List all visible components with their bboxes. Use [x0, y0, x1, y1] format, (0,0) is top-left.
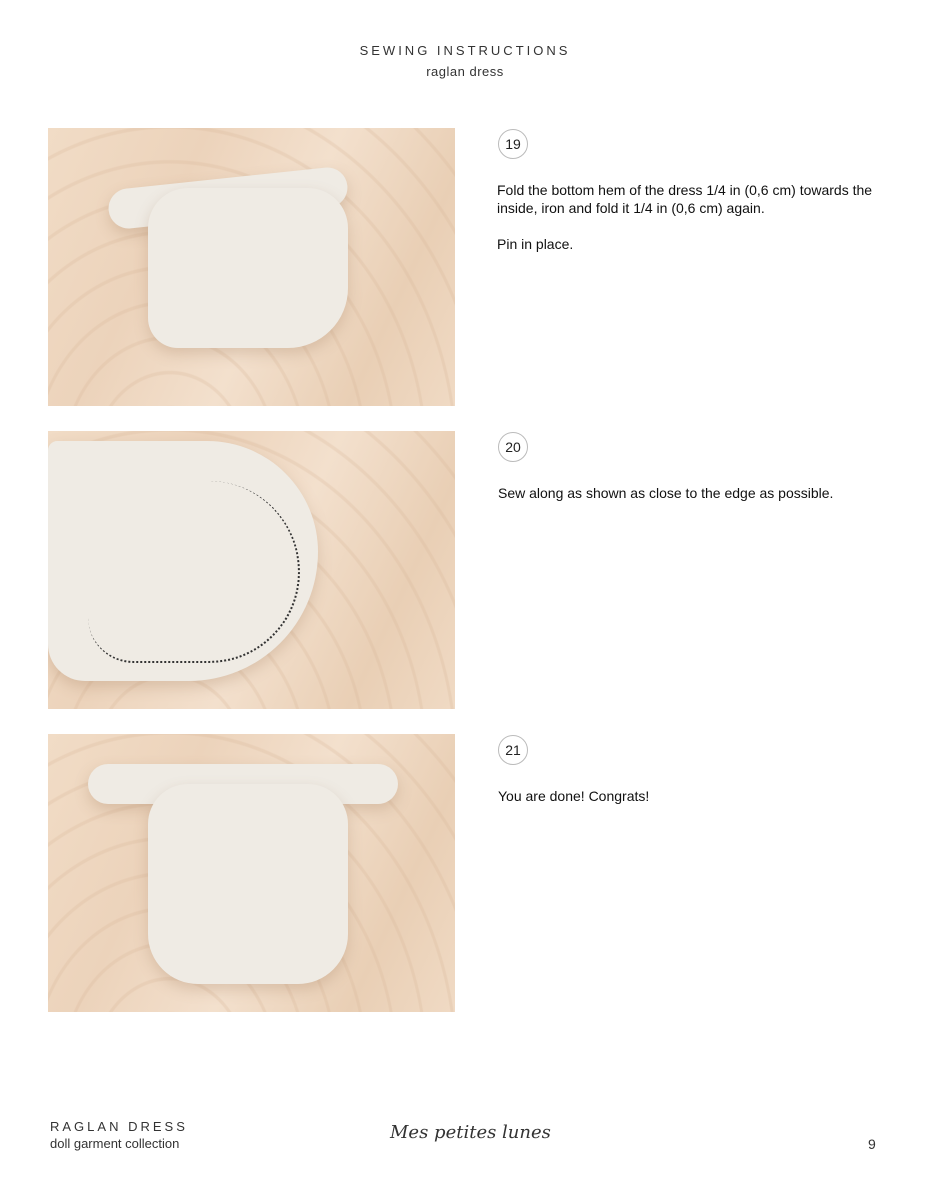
header-subtitle: raglan dress — [426, 64, 504, 79]
step-paragraph: Fold the bottom hem of the dress 1/4 in (0,6 cm) towards the inside, iron and fold it 1/4 in (0,6 cm) again. — [497, 182, 873, 216]
step-20-photo — [48, 431, 455, 709]
footer-title: RAGLAN DRESS — [50, 1119, 188, 1134]
brand-logo: Mes petites lunes — [390, 1122, 551, 1143]
step-21-text — [498, 787, 898, 823]
step-paragraph: Pin in place. — [497, 236, 574, 252]
header-title: SEWING INSTRUCTIONS — [359, 43, 571, 58]
step-number-badge: 21 — [498, 735, 528, 765]
step-paragraph: Sew along as shown as close to the edge as possible. — [498, 485, 834, 501]
step-19-photo — [48, 128, 455, 406]
step-paragraph: You are done! Congrats! — [498, 788, 650, 804]
footer-subtitle: doll garment collection — [50, 1136, 180, 1151]
page-number: 9 — [868, 1136, 876, 1152]
step-number-badge: 20 — [498, 432, 528, 462]
step-21-photo — [48, 734, 455, 1012]
step-20-text — [498, 484, 898, 520]
step-number-badge: 19 — [498, 129, 528, 159]
step-19-text — [497, 181, 897, 271]
